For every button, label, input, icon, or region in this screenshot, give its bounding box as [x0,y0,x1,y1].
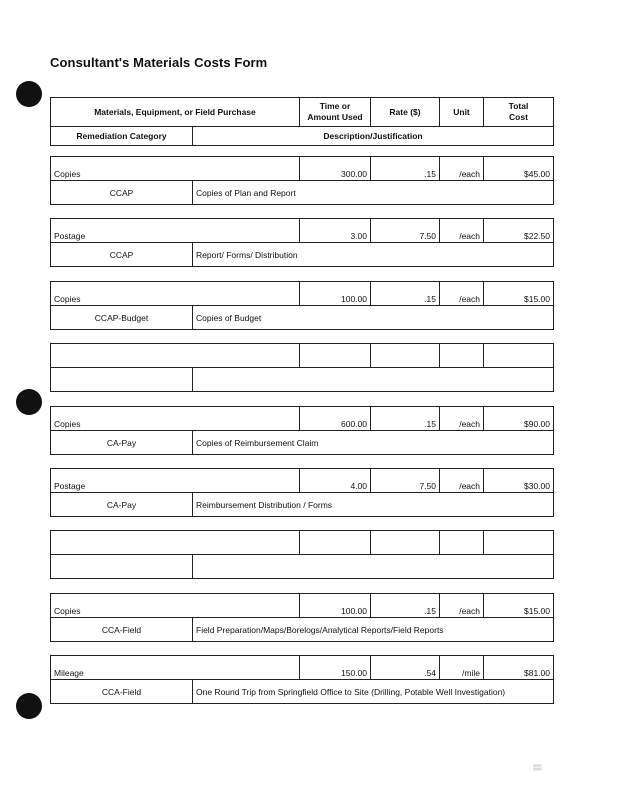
category-cell [50,180,193,205]
total-cell [483,281,554,306]
total-text: $90.00 [524,419,550,429]
rate-text: .15 [424,169,436,179]
category-cell [50,430,193,455]
total-text: $81.00 [524,668,550,678]
rate-cell [370,655,440,680]
item-cell [50,218,300,243]
header-unit [439,97,484,127]
item-text: Copies [54,606,81,616]
header-description-label: Description/Justification [323,131,423,141]
amount-text: 3.00 [350,231,367,241]
item-text: Postage [54,231,86,241]
header-time-or-amount [299,97,371,127]
amount-cell [299,593,371,618]
amount-cell [299,218,371,243]
category-text: CCA-Field [101,624,142,635]
rate-cell [370,281,440,306]
rate-cell [370,593,440,618]
item-text: Copies [54,419,81,429]
total-text: $15.00 [524,294,550,304]
header-materials [50,97,300,127]
item-cell [50,156,300,181]
description-text: Copies of Reimbursement Claim [196,437,319,448]
item-cell [50,530,300,555]
unit-cell [439,468,484,493]
rate-text: .15 [424,294,436,304]
rate-cell [370,156,440,181]
description-cell [192,492,554,517]
amount-text: 4.00 [350,481,367,491]
rate-cell [370,468,440,493]
description-cell [192,242,554,267]
item-text: Mileage [54,668,84,678]
description-text: One Round Trip from Springfield Office to Site (Drilling, Potable Well Investigation) [196,686,506,697]
item-cell [50,406,300,431]
total-cell [483,218,554,243]
description-text: Reimbursement Distribution / Forms [196,499,333,510]
header-description [192,126,554,146]
description-cell [192,679,554,704]
item-cell [50,281,300,306]
item-cell [50,468,300,493]
unit-cell [439,406,484,431]
rate-cell [370,530,440,555]
amount-cell [299,156,371,181]
item-cell [50,343,300,368]
description-text: Report/ Forms/ Distribution [196,249,298,260]
unit-cell [439,530,484,555]
description-text: Copies of Budget [196,312,262,323]
header-time-or-amount-label: Time or Amount Used [307,101,363,122]
unit-cell [439,156,484,181]
description-text: Field Preparation/Maps/Borelogs/Analytical Reports/Field Reports [196,624,444,635]
category-text: CCAP [109,187,134,198]
page-stamp: ▒▒ [533,765,542,771]
total-text: $45.00 [524,169,550,179]
amount-text: 150.00 [341,668,367,678]
amount-cell [299,406,371,431]
amount-cell [299,343,371,368]
item-text: Copies [54,169,81,179]
item-text: Postage [54,481,86,491]
total-cell [483,655,554,680]
category-cell [50,617,193,642]
header-remediation-category [50,126,193,146]
unit-cell [439,593,484,618]
rate-text: 7.50 [419,481,436,491]
amount-text: 100.00 [341,606,367,616]
total-cell [483,593,554,618]
header-unit-label: Unit [453,107,470,117]
category-text: CCAP-Budget [94,312,149,323]
rate-text: 7.50 [419,231,436,241]
total-text: $22.50 [524,231,550,241]
punch-hole-top [16,81,42,107]
unit-text: /each [459,481,480,491]
unit-text: /each [459,606,480,616]
total-cell [483,468,554,493]
category-text: CCAP [109,249,134,260]
item-cell [50,655,300,680]
header-rate-label: Rate ($) [389,107,421,117]
total-text: $15.00 [524,606,550,616]
amount-cell [299,530,371,555]
unit-text: /mile [462,668,480,678]
amount-cell [299,281,371,306]
form-title: Consultant's Materials Costs Form [50,55,268,70]
header-materials-label: Materials, Equipment, or Field Purchase [94,107,256,117]
rate-cell [370,406,440,431]
amount-text: 600.00 [341,419,367,429]
category-text: CA-Pay [106,437,137,448]
description-text: Copies of Plan and Report [196,187,296,198]
unit-cell [439,655,484,680]
description-cell [192,617,554,642]
rate-text: .54 [424,668,436,678]
unit-cell [439,343,484,368]
rate-cell [370,218,440,243]
total-cell [483,343,554,368]
unit-cell [439,281,484,306]
header-total-cost-label: Total Cost [508,101,529,122]
header-total-cost [483,97,554,127]
total-text: $30.00 [524,481,550,491]
amount-cell [299,655,371,680]
description-cell [192,180,554,205]
category-cell [50,492,193,517]
category-cell [50,242,193,267]
total-cell [483,530,554,555]
amount-text: 100.00 [341,294,367,304]
category-text: CCA-Field [101,686,142,697]
header-rate [370,97,440,127]
total-cell [483,406,554,431]
category-text: CA-Pay [106,499,137,510]
unit-text: /each [459,169,480,179]
rate-text: .15 [424,419,436,429]
category-cell [50,554,193,579]
description-cell [192,554,554,579]
description-cell [192,305,554,330]
category-cell [50,305,193,330]
description-cell [192,367,554,392]
amount-text: 300.00 [341,169,367,179]
header-remediation-category-label: Remediation Category [76,131,167,141]
amount-cell [299,468,371,493]
total-cell [483,156,554,181]
unit-text: /each [459,231,480,241]
punch-hole-middle [16,389,42,415]
unit-text: /each [459,419,480,429]
item-cell [50,593,300,618]
rate-text: .15 [424,606,436,616]
unit-text: /each [459,294,480,304]
punch-hole-bottom [16,693,42,719]
description-cell [192,430,554,455]
item-text: Copies [54,294,81,304]
category-cell [50,679,193,704]
rate-cell [370,343,440,368]
unit-cell [439,218,484,243]
category-cell [50,367,193,392]
